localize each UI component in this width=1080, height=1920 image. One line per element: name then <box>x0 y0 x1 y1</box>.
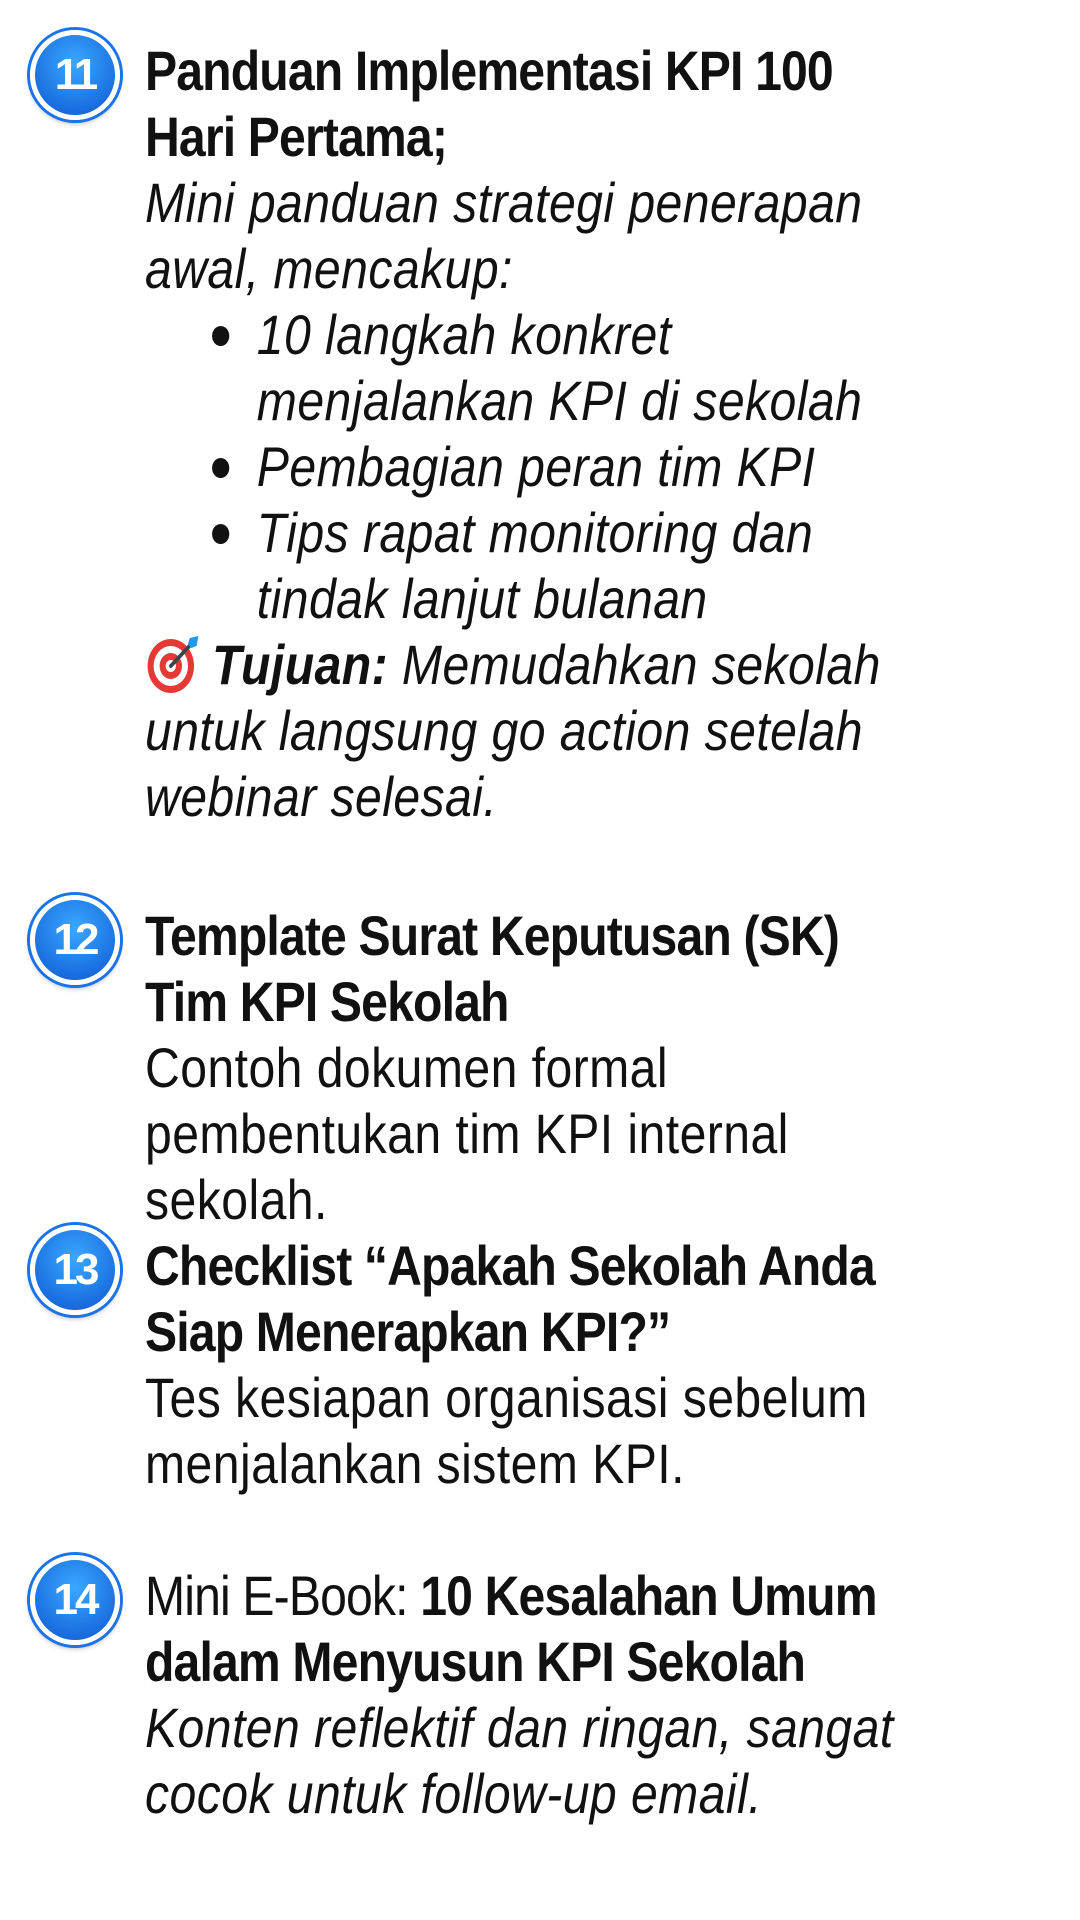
item-11-title: Panduan Implementasi KPI 100 Hari Pertama; <box>145 39 833 168</box>
item-14-title-prefix: Mini E-Book: <box>145 1564 421 1627</box>
item-13-title: Checklist “Apakah Sekolah Anda Siap Menerapkan KPI?” <box>145 1234 875 1363</box>
bullet-dot-icon <box>212 458 229 478</box>
goal-text: Memudahkan sekolah untuk langsung go action setelah webinar selesai. <box>145 633 881 828</box>
target-icon <box>145 634 202 694</box>
item-11-goal <box>145 632 902 830</box>
number-badge-13: 13 <box>30 1225 120 1315</box>
item-12-description: Contoh dokumen formal pembentukan tim KPI internal sekolah. <box>145 1036 789 1231</box>
bullet-dot-icon <box>212 524 229 544</box>
goal-label: Tujuan: <box>212 633 389 696</box>
bullet-dot-icon <box>212 326 229 346</box>
item-14-title <box>145 1563 902 1695</box>
number-badge-12: 12 <box>30 895 120 985</box>
number-badge-11: 11 <box>30 30 120 120</box>
item-11-bullet: Pembagian peran tim KPI <box>257 434 945 500</box>
item-11-bullet-list <box>145 302 1080 632</box>
item-11-bullet: Tips rapat monitoring dan tindak lanjut bulanan <box>257 500 945 632</box>
item-11-bullet: 10 langkah konkret menjalankan KPI di sekolah <box>257 302 945 434</box>
item-13-description: Tes kesiapan organisasi sebelum menjalankan sistem KPI. <box>145 1366 868 1495</box>
item-14-description: Konten reflektif dan ringan, sangat cocok untuk follow-up email. <box>145 1696 894 1825</box>
item-14-title-main: 10 Kesalahan Umum dalam Menyusun KPI Sekolah <box>145 1564 877 1693</box>
item-11-intro: Mini panduan strategi penerapan awal, mencakup: <box>145 171 863 300</box>
number-badge-14: 14 <box>30 1555 120 1645</box>
item-12-title: Template Surat Keputusan (SK) Tim KPI Sekolah <box>145 904 839 1033</box>
